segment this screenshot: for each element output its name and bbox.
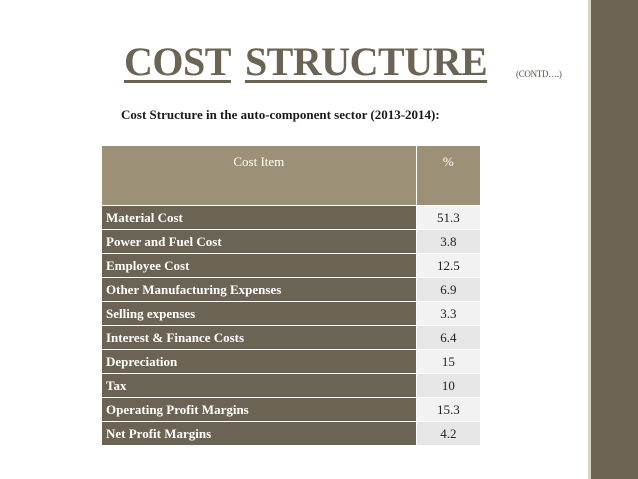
table-row (102, 206, 481, 230)
row-value: 51.3 (416, 206, 480, 230)
title-word-structure: STRUCTURE (244, 39, 488, 84)
table-row (102, 302, 481, 326)
title-word-cost: COST (124, 39, 231, 84)
row-value: 3.3 (416, 302, 480, 326)
header-cost-item: Cost Item (102, 146, 417, 206)
row-label: Depreciation (102, 350, 417, 374)
row-label: Net Profit Margins (102, 422, 417, 446)
row-label: Employee Cost (102, 254, 417, 278)
row-value: 12.5 (416, 254, 480, 278)
table-row (102, 230, 481, 254)
header-percent: % (416, 146, 480, 206)
table-row (102, 350, 481, 374)
row-value: 6.9 (416, 278, 480, 302)
table-row (102, 398, 481, 422)
row-label: Material Cost (102, 206, 417, 230)
table-header-row (102, 146, 481, 206)
row-value: 15.3 (416, 398, 480, 422)
row-value: 15 (416, 350, 480, 374)
row-label: Selling expenses (102, 302, 417, 326)
table-row (102, 278, 481, 302)
row-label: Other Manufacturing Expenses (102, 278, 417, 302)
table-row (102, 374, 481, 398)
row-value: 10 (416, 374, 480, 398)
row-label: Power and Fuel Cost (102, 230, 417, 254)
title-continued-note: (CONTD….) (516, 69, 562, 79)
row-label: Operating Profit Margins (102, 398, 417, 422)
row-value: 3.8 (416, 230, 480, 254)
right-decorative-band (591, 0, 638, 479)
row-value: 6.4 (416, 326, 480, 350)
table-row (102, 254, 481, 278)
row-label: Tax (102, 374, 417, 398)
table-row (102, 326, 481, 350)
slide-title (124, 38, 487, 88)
table-row (102, 422, 481, 446)
row-value: 4.2 (416, 422, 480, 446)
table-caption: Cost Structure in the auto-component sector (2013-2014): (121, 107, 440, 122)
cost-structure-table (101, 145, 481, 446)
row-label: Interest & Finance Costs (102, 326, 417, 350)
